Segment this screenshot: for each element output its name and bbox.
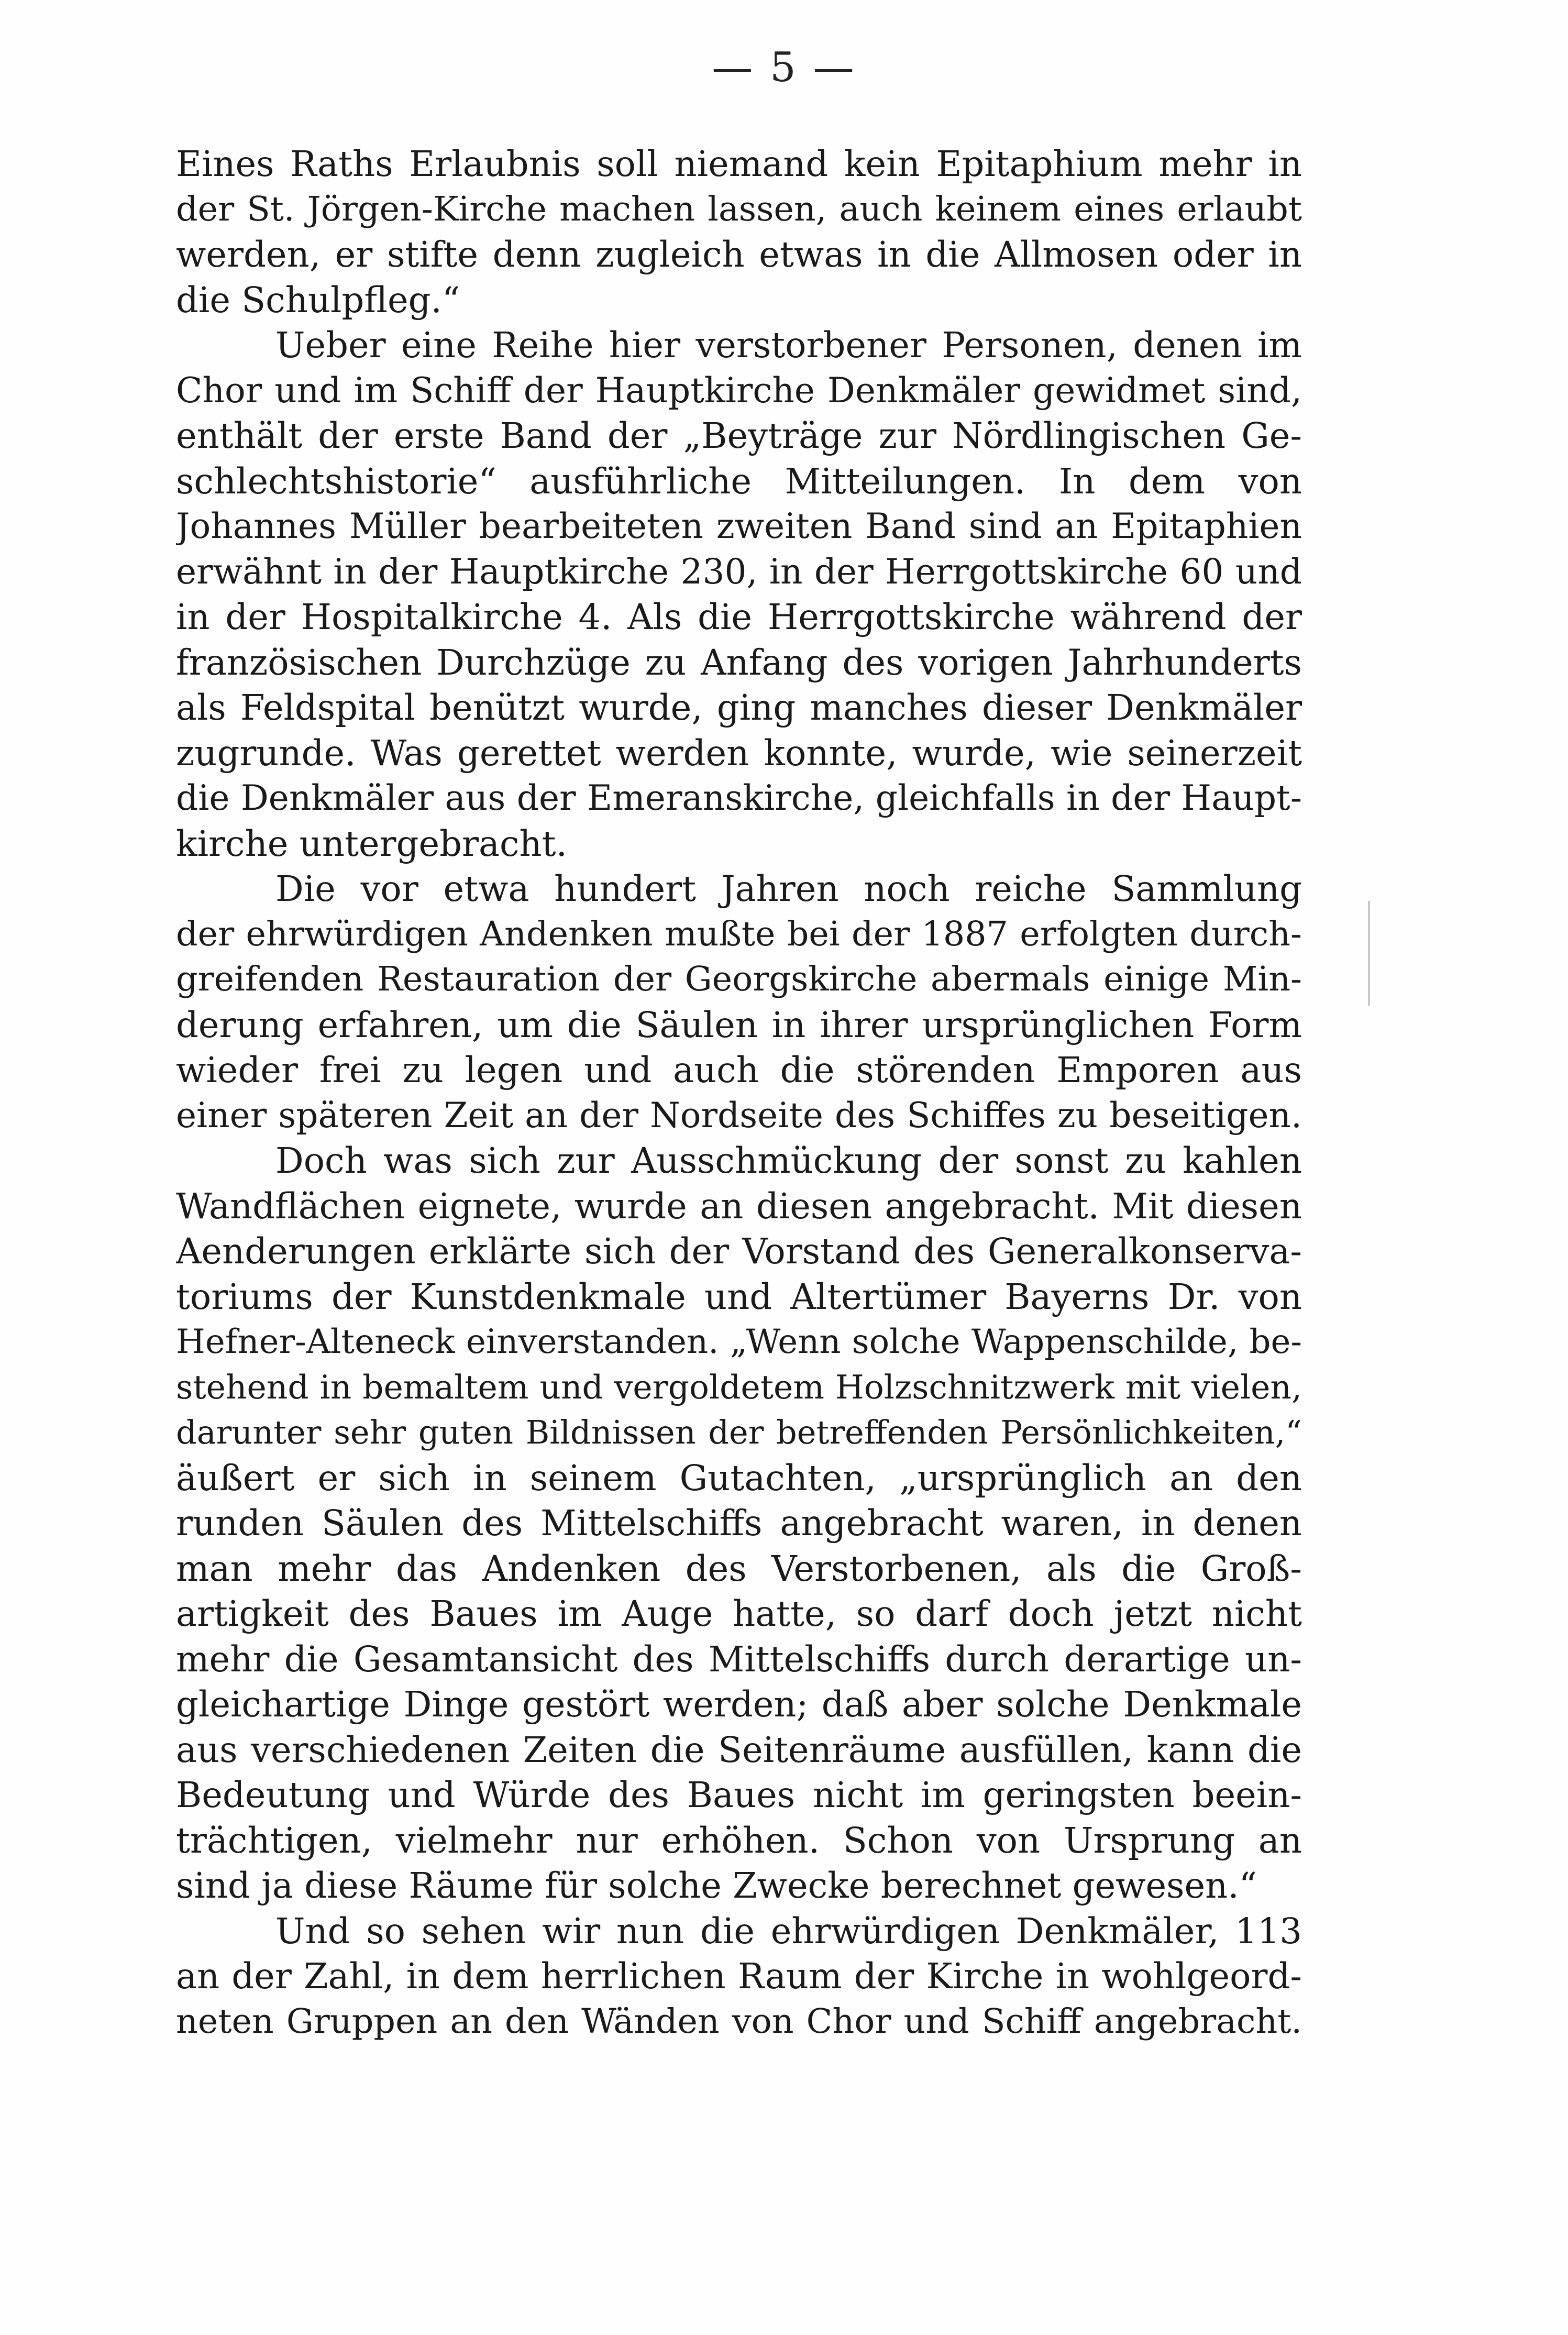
text-line: Aenderungen erklärte sich der Vorstand des Generalkonserva- (176, 1231, 1302, 1272)
text-line: darunter sehr guten Bildnissen der betreffenden Persönlichkeiten,“ (176, 1413, 1302, 1451)
text-line: zugrunde. Was gerettet werden konnte, wurde, wie seinerzeit (176, 732, 1302, 774)
text-line: Chor und im Schiff der Hauptkirche Denkmäler gewidmet sind, (176, 370, 1302, 411)
text-line: mehr die Gesamtansicht des Mittelschiffs durch derartige un- (176, 1638, 1302, 1680)
margin-pencil-mark (1368, 901, 1370, 1006)
text-line: an der Zahl, in dem herrlichen Raum der Kirche in wohlgeord- (176, 1956, 1302, 1997)
page-number: — 5 — (712, 44, 856, 91)
text-line: schlechtshistorie“ ausführliche Mitteilungen. In dem von (176, 460, 1302, 502)
text-line: der St. Jörgen-Kirche machen lassen, auch keinem eines erlaubt (176, 189, 1302, 229)
text-line: derung erfahren, um die Säulen in ihrer ursprünglichen Form (176, 1004, 1302, 1045)
text-line: greifenden Restauration der Georgskirche abermals einige Min- (176, 960, 1302, 999)
text-line: Eines Raths Erlaubnis soll niemand kein Epitaphium mehr in (176, 144, 1302, 184)
text-line: Bedeutung und Würde des Baues nicht im geringsten beein- (176, 1775, 1302, 1815)
text-line: sind ja diese Räume für solche Zwecke berechnet gewesen.“ (176, 1865, 1257, 1906)
text-line: kirche untergebracht. (176, 823, 567, 864)
text-line: man mehr das Andenken des Verstorbenen, als die Groß- (176, 1548, 1302, 1589)
text-line: Ueber eine Reihe hier verstorbener Personen, denen im (275, 325, 1302, 366)
text-line: runden Säulen des Mittelschiffs angebracht waren, in denen (176, 1503, 1302, 1544)
text-line: wieder frei zu legen und auch die störenden Emporen aus (176, 1050, 1302, 1091)
text-line: äußert er sich in seinem Gutachten, „ursprünglich an den (176, 1457, 1302, 1499)
text-line: der ehrwürdigen Andenken mußte bei der 1887 erfolgten durch- (176, 914, 1302, 954)
text-line: Die vor etwa hundert Jahren noch reiche Sammlung (275, 868, 1302, 909)
text-line: erwähnt in der Hauptkirche 230, in der Herrgottskirche 60 und (176, 551, 1302, 592)
text-line: einer späteren Zeit an der Nordseite des Schiffes zu beseitigen. (176, 1095, 1302, 1136)
text-line: enthält der erste Band der „Beyträge zur Nördlingischen Ge- (176, 415, 1302, 456)
text-line: trächtigen, vielmehr nur erhöhen. Schon von Ursprung an (176, 1820, 1302, 1861)
text-line: gleichartige Dinge gestört werden; daß aber solche Denkmale (176, 1684, 1302, 1725)
text-line: in der Hospitalkirche 4. Als die Herrgottskirche während der (176, 597, 1302, 637)
text-line: neten Gruppen an den Wänden von Chor und Schiff angebracht. (176, 2001, 1302, 2041)
text-line: werden, er stifte denn zugleich etwas in die Allmosen oder in (176, 234, 1302, 275)
text-line: Doch was sich zur Ausschmückung der sonst zu kahlen (275, 1140, 1302, 1181)
text-line: die Schulpfleg.“ (176, 279, 460, 321)
text-line: französischen Durchzüge zu Anfang des vorigen Jahrhunderts (176, 642, 1302, 683)
text-line: toriums der Kunstdenkmale und Altertümer Bayerns Dr. von (176, 1276, 1302, 1317)
text-line: aus verschiedenen Zeiten die Seitenräume ausfüllen, kann die (176, 1729, 1302, 1770)
text-line: artigkeit des Baues im Auge hatte, so darf doch jetzt nicht (176, 1593, 1302, 1634)
text-line: Und so sehen wir nun die ehrwürdigen Denkmäler, 113 (275, 1910, 1302, 1952)
text-line: die Denkmäler aus der Emeranskirche, gleichfalls in der Haupt- (176, 778, 1302, 818)
text-line: Johannes Müller bearbeiteten zweiten Band sind an Epitaphien (176, 506, 1302, 546)
body-text (176, 141, 1302, 2044)
text-line: Wandflächen eignete, wurde an diesen angebracht. Mit diesen (176, 1185, 1302, 1227)
text-line: stehend in bemaltem und vergoldetem Holzschnitzwerk mit vielen, (176, 1368, 1302, 1406)
text-line: als Feldspital benützt wurde, ging manches dieser Denkmäler (176, 687, 1302, 728)
text-line: Hefner-Alteneck einverstanden. „Wenn solche Wappenschilde, be- (176, 1323, 1302, 1361)
